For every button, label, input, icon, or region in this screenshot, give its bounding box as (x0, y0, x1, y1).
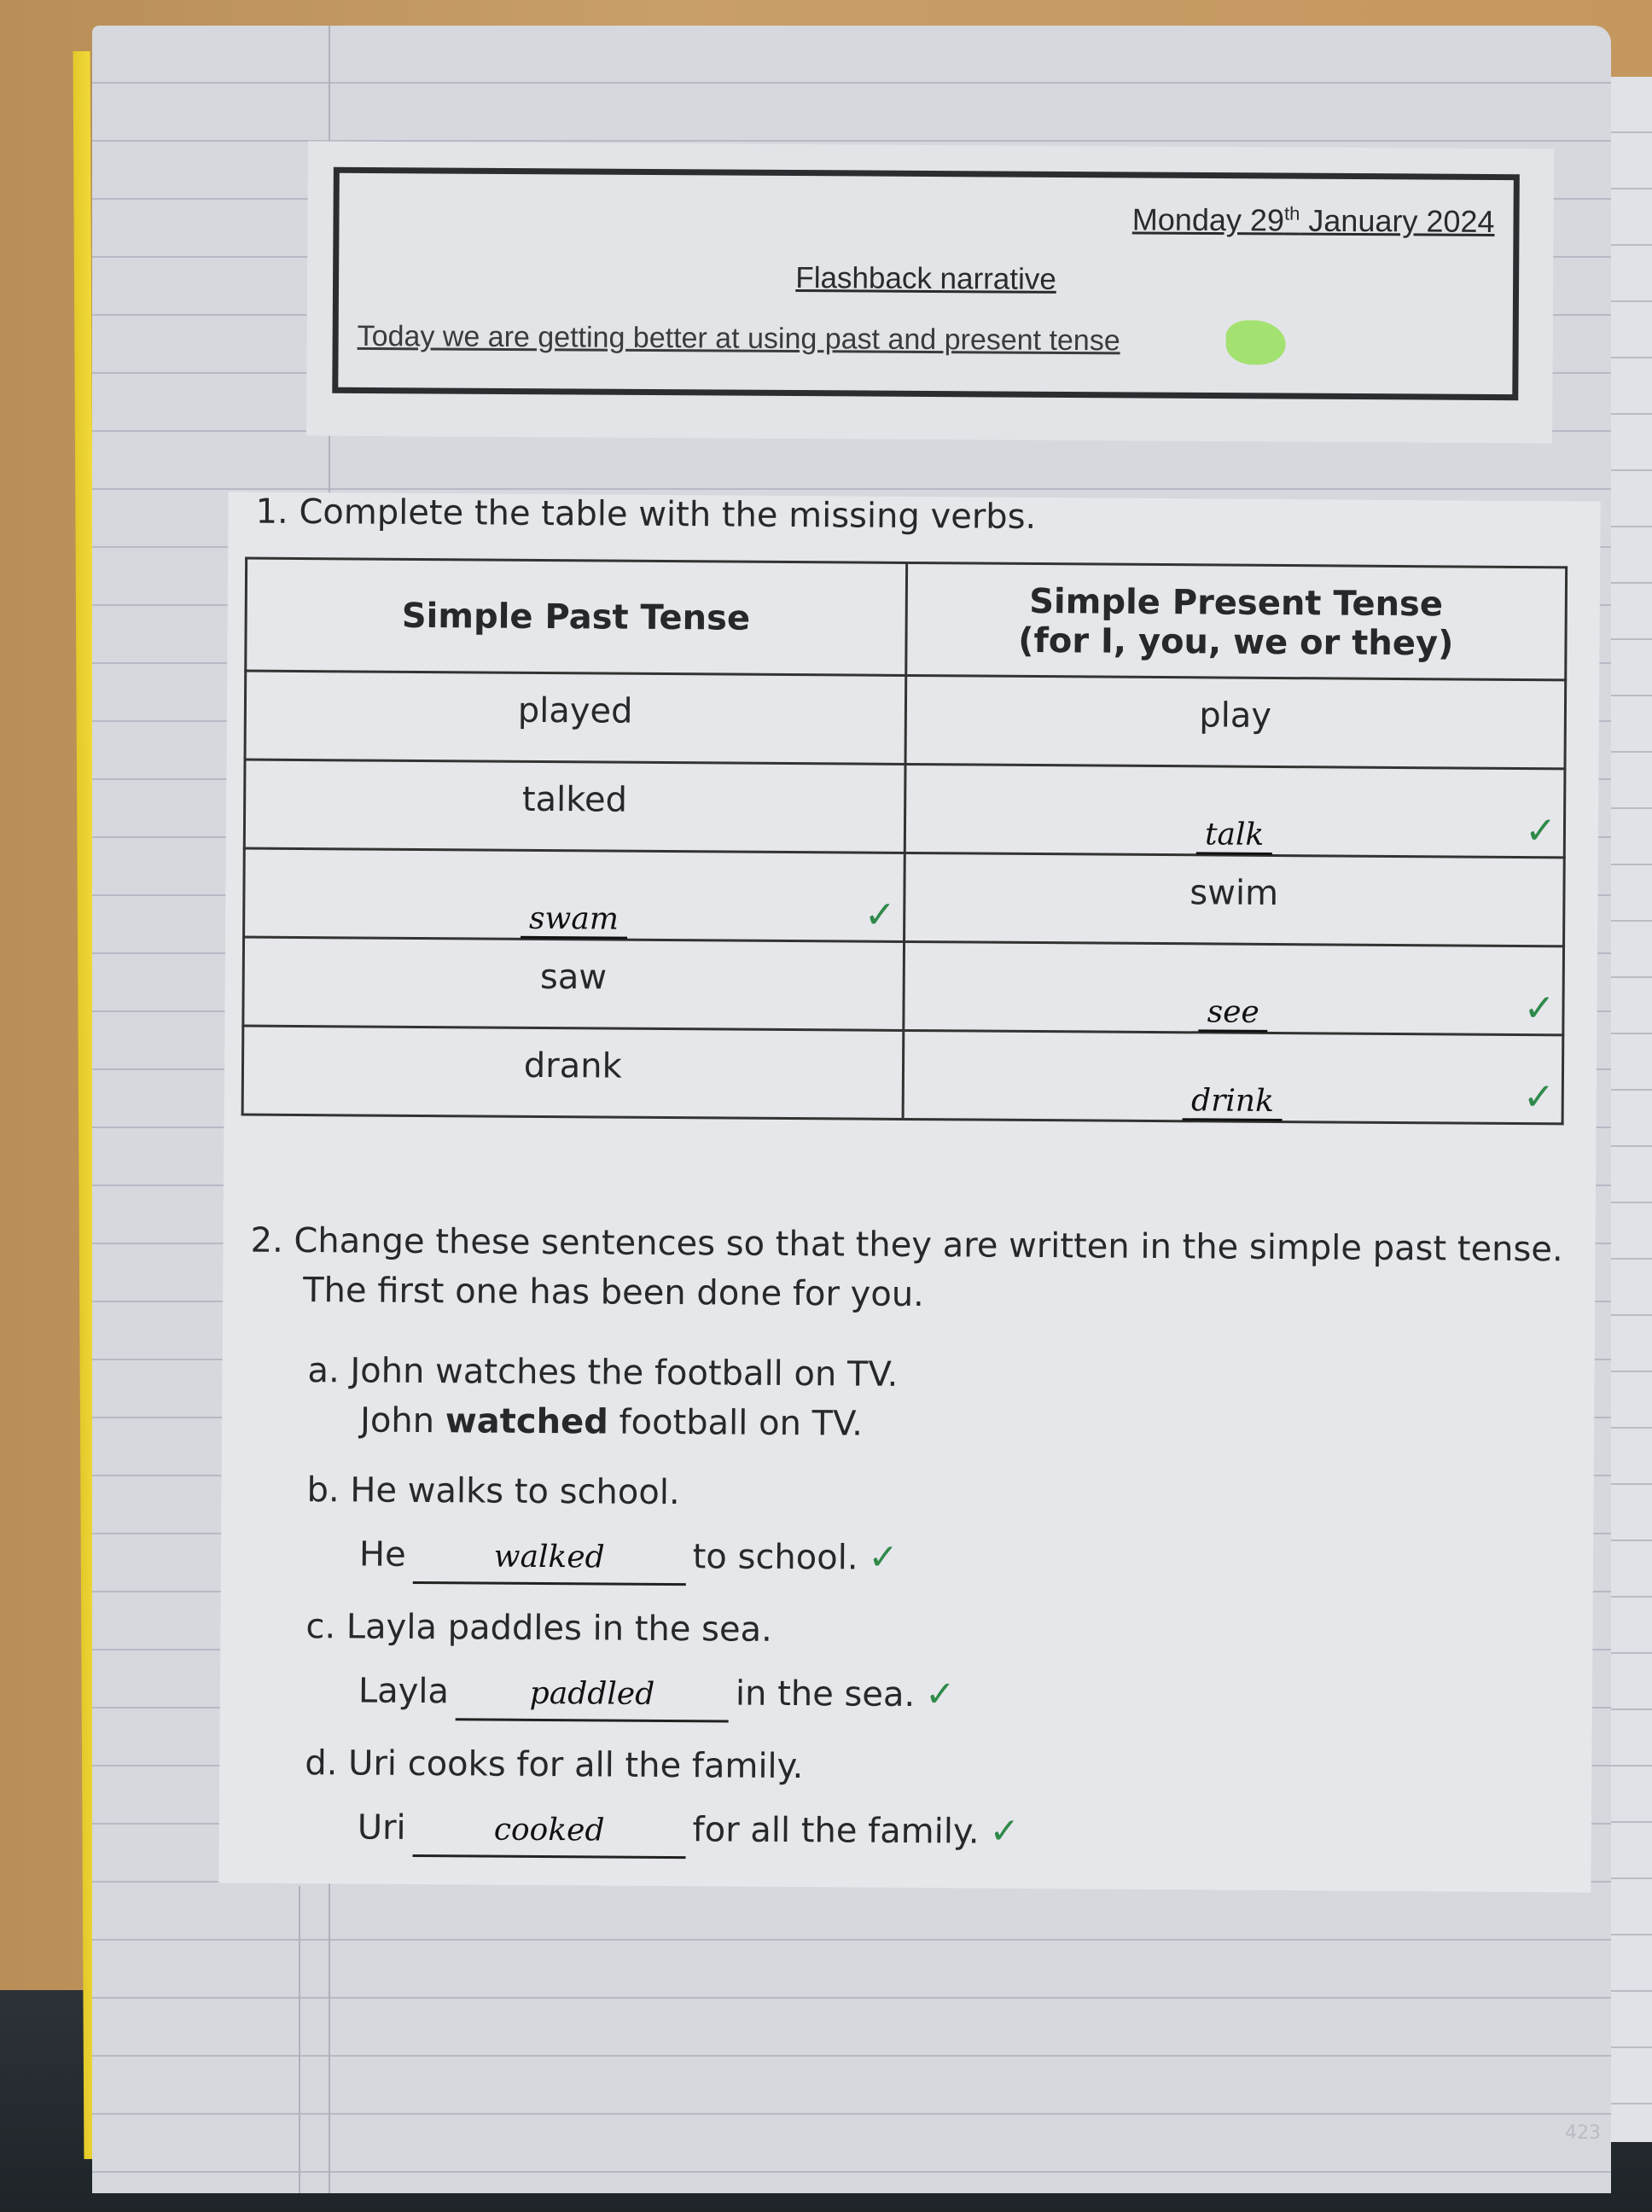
question-2-prompt (250, 1216, 1563, 1324)
cell-present[interactable] (903, 1030, 1563, 1123)
handwritten-answer (905, 815, 1563, 854)
right-page-edge (1611, 77, 1652, 2142)
check-mark-icon: ✓ (864, 893, 896, 937)
date-suffix: th (1283, 202, 1300, 224)
item-b-post: to school. (692, 1537, 858, 1578)
margin-line-lower (299, 1886, 300, 2193)
cell-present[interactable] (905, 764, 1565, 857)
table-header-row (246, 558, 1567, 680)
cell-past[interactable] (244, 848, 905, 941)
cell-present[interactable] (903, 941, 1563, 1034)
header-present (905, 562, 1566, 679)
date-day: Monday 29 (1131, 201, 1285, 238)
header-present-label: Simple Present Tense (1029, 581, 1444, 625)
header-past (246, 558, 906, 675)
item-c-sentence: c. Layla paddles in the sea. (305, 1607, 772, 1650)
highlighter-mark (1225, 320, 1285, 364)
item-b-pre: He (358, 1534, 406, 1575)
table-row (243, 937, 1564, 1035)
item-a-answer-verb: watched (445, 1401, 608, 1442)
item-c (305, 1602, 956, 1724)
check-mark-icon: ✓ (1524, 809, 1557, 853)
verb-table (241, 557, 1568, 1126)
handwritten-text: talk (1196, 817, 1273, 855)
cell-present: swim (904, 853, 1564, 946)
item-b-answer (306, 1528, 899, 1587)
handwritten-text: drink (1183, 1083, 1283, 1121)
learning-objective: Today we are getting better at using past and present tense (357, 319, 1120, 358)
item-a (307, 1346, 899, 1449)
item-b (306, 1465, 899, 1587)
item-a-answer (307, 1395, 898, 1449)
cell-present: play (905, 675, 1566, 768)
item-d-post: for all the family. (692, 1810, 980, 1852)
cell-past: saw (243, 937, 904, 1030)
item-c-blank[interactable]: paddled (456, 1668, 729, 1722)
item-d-sentence: d. Uri cooks for all the family. (305, 1743, 804, 1787)
table-row (244, 848, 1565, 946)
item-b-blank[interactable]: walked (412, 1532, 685, 1586)
item-d (305, 1738, 1021, 1861)
item-b-sentence: b. He walks to school. (306, 1470, 680, 1513)
header-past-label: Simple Past Tense (401, 596, 751, 638)
cell-past: drank (242, 1026, 903, 1119)
header-present-sublabel: (for I, you, we or they) (1017, 620, 1454, 664)
item-a-answer-post: football on TV. (608, 1402, 864, 1444)
item-a-sentence: a. John watches the football on TV. (307, 1351, 899, 1394)
handwritten-text: swam (521, 901, 627, 940)
item-d-blank[interactable]: cooked (412, 1805, 685, 1859)
handwritten-answer (904, 1081, 1562, 1121)
check-mark-icon: ✓ (868, 1535, 899, 1578)
date-label (1132, 201, 1495, 240)
item-c-pre: Layla (358, 1671, 450, 1712)
table-row (245, 671, 1566, 769)
check-mark-icon: ✓ (989, 1809, 1020, 1852)
table-row (242, 1026, 1563, 1124)
question-1-prompt: 1. Complete the table with the missing verbs. (255, 492, 1037, 538)
lesson-title: Flashback narrative (795, 261, 1056, 296)
item-a-answer-pre: John (359, 1400, 445, 1441)
check-mark-icon: ✓ (1523, 987, 1556, 1031)
table-row (244, 760, 1565, 858)
item-c-post: in the sea. (735, 1674, 916, 1715)
item-d-pre: Uri (357, 1807, 406, 1848)
check-mark-icon: ✓ (1522, 1075, 1555, 1120)
handwritten-text: see (1199, 994, 1268, 1033)
worksheet (218, 492, 1600, 1892)
cell-past: talked (244, 760, 905, 853)
cell-past: played (245, 671, 905, 764)
header-box (332, 167, 1520, 400)
handwritten-answer (245, 899, 903, 939)
check-mark-icon: ✓ (925, 1673, 956, 1715)
page-number: 423 (1565, 2122, 1601, 2144)
handwritten-answer (905, 992, 1562, 1032)
question-2-line-1: 2. Change these sentences so that they are written in the simple past tense. (250, 1220, 1563, 1270)
header-sticker (306, 142, 1554, 444)
date-rest: January 2024 (1300, 202, 1495, 240)
item-d-answer (305, 1802, 1020, 1861)
item-c-answer (305, 1665, 956, 1724)
question-2-line-2: The first one has been done for you. (303, 1271, 925, 1315)
